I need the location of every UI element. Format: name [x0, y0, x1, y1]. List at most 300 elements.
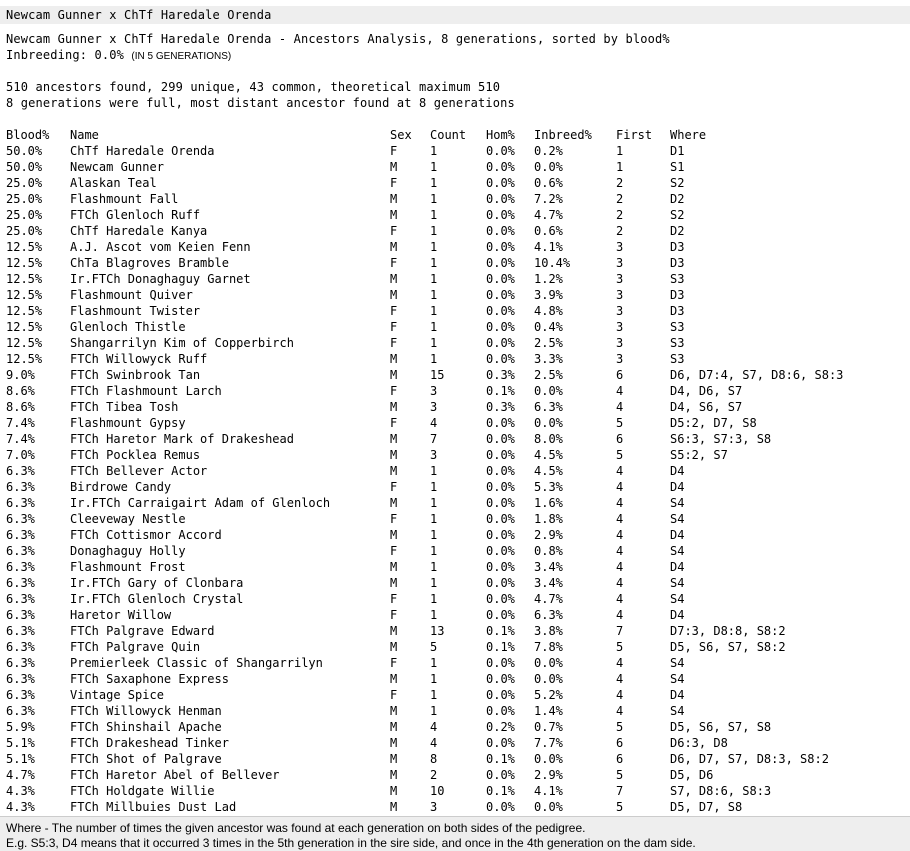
- blood-cell: 6.3%: [6, 528, 35, 542]
- table-row: [0, 783, 910, 799]
- blood-cell: 12.5%: [6, 352, 43, 366]
- blood-cell: 12.5%: [6, 304, 43, 318]
- sex-cell: F: [390, 336, 398, 350]
- table-row: [0, 335, 910, 351]
- name-cell: Flashmount Fall: [70, 192, 179, 206]
- first-cell: 3: [616, 304, 624, 318]
- count-cell: 1: [430, 576, 438, 590]
- inbreed-cell: 0.7%: [534, 720, 563, 734]
- name-cell: Alaskan Teal: [70, 176, 157, 190]
- where-cell: S3: [670, 336, 685, 350]
- count-cell: 4: [430, 720, 438, 734]
- inbreed-cell: 2.9%: [534, 528, 563, 542]
- table-header-row: [0, 127, 910, 143]
- count-cell: 1: [430, 336, 438, 350]
- where-cell: D5, D6: [670, 768, 714, 782]
- where-cell: D4: [670, 464, 685, 478]
- where-cell: S3: [670, 320, 685, 334]
- name-cell: FTCh Willowyck Henman: [70, 704, 222, 718]
- sex-cell: F: [390, 320, 398, 334]
- first-cell: 4: [616, 592, 624, 606]
- blood-cell: 6.3%: [6, 608, 35, 622]
- count-cell: 10: [430, 784, 445, 798]
- footer-note: [0, 816, 910, 851]
- hom-cell: 0.0%: [486, 592, 515, 606]
- sex-cell: M: [390, 448, 398, 462]
- table-row: [0, 319, 910, 335]
- first-cell: 3: [616, 240, 624, 254]
- col-header-sex: Sex: [390, 128, 412, 142]
- inbreed-cell: 1.8%: [534, 512, 563, 526]
- inbreed-cell: 0.0%: [534, 384, 563, 398]
- first-cell: 3: [616, 352, 624, 366]
- window-title: Newcam Gunner x ChTf Haredale Orenda: [6, 8, 272, 22]
- count-cell: 1: [430, 480, 438, 494]
- hom-cell: 0.0%: [486, 768, 515, 782]
- where-cell: D7:3, D8:8, S8:2: [670, 624, 786, 638]
- first-cell: 4: [616, 544, 624, 558]
- where-cell: D1: [670, 144, 685, 158]
- inbreed-cell: 0.2%: [534, 144, 563, 158]
- table-row: [0, 687, 910, 703]
- inbreed-cell: 0.0%: [534, 416, 563, 430]
- inbreed-cell: 3.9%: [534, 288, 563, 302]
- count-cell: 1: [430, 560, 438, 574]
- hom-cell: 0.0%: [486, 688, 515, 702]
- count-cell: 15: [430, 368, 445, 382]
- sex-cell: M: [390, 752, 398, 766]
- where-cell: S4: [670, 592, 685, 606]
- table-row: [0, 559, 910, 575]
- inbreed-cell: 5.3%: [534, 480, 563, 494]
- where-cell: D2: [670, 192, 685, 206]
- table-row: [0, 287, 910, 303]
- sex-cell: F: [390, 592, 398, 606]
- hom-cell: 0.0%: [486, 144, 515, 158]
- footer-line-example: E.g. S5:3, D4 means that it occurred 3 times in the 5th generation in the sire side, and once in the 4th generation on the dam side.: [6, 836, 696, 850]
- name-cell: Ir.FTCh Donaghaguy Garnet: [70, 272, 251, 286]
- name-cell: FTCh Palgrave Edward: [70, 624, 215, 638]
- sex-cell: M: [390, 640, 398, 654]
- table-row: [0, 239, 910, 255]
- name-cell: Shangarrilyn Kim of Copperbirch: [70, 336, 294, 350]
- inbreed-cell: 4.5%: [534, 464, 563, 478]
- name-cell: Ir.FTCh Carraigairt Adam of Glenloch: [70, 496, 331, 510]
- blood-cell: 6.3%: [6, 544, 35, 558]
- hom-cell: 0.1%: [486, 752, 515, 766]
- where-cell: D3: [670, 304, 685, 318]
- count-cell: 3: [430, 448, 438, 462]
- table-row: [0, 143, 910, 159]
- first-cell: 5: [616, 416, 624, 430]
- blood-cell: 7.0%: [6, 448, 35, 462]
- hom-cell: 0.0%: [486, 704, 515, 718]
- table-row: [0, 527, 910, 543]
- table-row: [0, 207, 910, 223]
- first-cell: 4: [616, 560, 624, 574]
- hom-cell: 0.0%: [486, 464, 515, 478]
- count-cell: 1: [430, 704, 438, 718]
- count-cell: 1: [430, 224, 438, 238]
- blood-cell: 5.1%: [6, 752, 35, 766]
- count-cell: 1: [430, 176, 438, 190]
- where-cell: D5, S6, S7, S8:2: [670, 640, 786, 654]
- blood-cell: 6.3%: [6, 624, 35, 638]
- inbreed-cell: 4.5%: [534, 448, 563, 462]
- name-cell: Ir.FTCh Glenloch Crystal: [70, 592, 244, 606]
- sex-cell: M: [390, 432, 398, 446]
- count-cell: 4: [430, 736, 438, 750]
- name-cell: FTCh Millbuies Dust Lad: [70, 800, 237, 814]
- first-cell: 7: [616, 624, 624, 638]
- sex-cell: F: [390, 656, 398, 670]
- count-cell: 13: [430, 624, 445, 638]
- where-cell: D3: [670, 256, 685, 270]
- blood-cell: 12.5%: [6, 240, 43, 254]
- sex-cell: F: [390, 144, 398, 158]
- inbreed-cell: 1.2%: [534, 272, 563, 286]
- name-cell: FTCh Shot of Palgrave: [70, 752, 222, 766]
- first-cell: 7: [616, 784, 624, 798]
- hom-cell: 0.0%: [486, 304, 515, 318]
- inbreed-cell: 3.4%: [534, 576, 563, 590]
- first-cell: 3: [616, 288, 624, 302]
- blood-cell: 6.3%: [6, 688, 35, 702]
- where-cell: D4: [670, 480, 685, 494]
- name-cell: Vintage Spice: [70, 688, 164, 702]
- blood-cell: 6.3%: [6, 656, 35, 670]
- table-row: [0, 591, 910, 607]
- hom-cell: 0.0%: [486, 272, 515, 286]
- blood-cell: 9.0%: [6, 368, 35, 382]
- table-row: [0, 623, 910, 639]
- where-cell: D4, D6, S7: [670, 384, 743, 398]
- blood-cell: 25.0%: [6, 208, 43, 222]
- name-cell: ChTf Haredale Kanya: [70, 224, 208, 238]
- title-bar: [0, 6, 910, 24]
- count-cell: 1: [430, 272, 438, 286]
- table-row: [0, 351, 910, 367]
- sex-cell: F: [390, 480, 398, 494]
- sex-cell: M: [390, 400, 398, 414]
- where-cell: S4: [670, 672, 685, 686]
- count-cell: 1: [430, 256, 438, 270]
- where-cell: D4: [670, 560, 685, 574]
- where-cell: D5:2, D7, S8: [670, 416, 757, 430]
- sex-cell: M: [390, 704, 398, 718]
- inbreed-cell: 0.0%: [534, 656, 563, 670]
- count-cell: 1: [430, 528, 438, 542]
- hom-cell: 0.0%: [486, 224, 515, 238]
- name-cell: FTCh Palgrave Quin: [70, 640, 201, 654]
- inbreed-cell: 7.7%: [534, 736, 563, 750]
- where-cell: S4: [670, 512, 685, 526]
- inbreed-cell: 7.8%: [534, 640, 563, 654]
- table-row: [0, 575, 910, 591]
- table-row: [0, 223, 910, 239]
- sex-cell: M: [390, 720, 398, 734]
- inbreed-cell: 3.3%: [534, 352, 563, 366]
- sex-cell: M: [390, 624, 398, 638]
- blood-cell: 50.0%: [6, 144, 43, 158]
- name-cell: Donaghaguy Holly: [70, 544, 186, 558]
- first-cell: 4: [616, 480, 624, 494]
- table-row: [0, 255, 910, 271]
- inbreed-cell: 0.4%: [534, 320, 563, 334]
- hom-cell: 0.0%: [486, 352, 515, 366]
- sex-cell: F: [390, 544, 398, 558]
- name-cell: Haretor Willow: [70, 608, 172, 622]
- inbreed-cell: 8.0%: [534, 432, 563, 446]
- inbreed-cell: 3.8%: [534, 624, 563, 638]
- name-cell: Ir.FTCh Gary of Clonbara: [70, 576, 244, 590]
- first-cell: 3: [616, 272, 624, 286]
- where-cell: S3: [670, 272, 685, 286]
- table-row: [0, 431, 910, 447]
- count-cell: 1: [430, 512, 438, 526]
- table-row: [0, 463, 910, 479]
- sex-cell: M: [390, 768, 398, 782]
- name-cell: Cleeveway Nestle: [70, 512, 186, 526]
- blood-cell: 12.5%: [6, 256, 43, 270]
- inbreed-cell: 1.6%: [534, 496, 563, 510]
- blood-cell: 6.3%: [6, 704, 35, 718]
- first-cell: 4: [616, 496, 624, 510]
- count-cell: 1: [430, 496, 438, 510]
- sex-cell: M: [390, 288, 398, 302]
- where-cell: D6, D7:4, S7, D8:6, S8:3: [670, 368, 844, 382]
- first-cell: 3: [616, 336, 624, 350]
- analysis-heading: Newcam Gunner x ChTf Haredale Orenda - Ancestors Analysis, 8 generations, sorted by blood%: [6, 32, 670, 46]
- count-cell: 1: [430, 208, 438, 222]
- hom-cell: 0.0%: [486, 560, 515, 574]
- hom-cell: 0.0%: [486, 544, 515, 558]
- sex-cell: F: [390, 608, 398, 622]
- sex-cell: F: [390, 304, 398, 318]
- table-row: [0, 719, 910, 735]
- inbreeding-label: Inbreeding: 0.0%: [6, 48, 124, 62]
- blood-cell: 6.3%: [6, 592, 35, 606]
- table-row: [0, 191, 910, 207]
- blood-cell: 6.3%: [6, 640, 35, 654]
- hom-cell: 0.0%: [486, 288, 515, 302]
- name-cell: Flashmount Frost: [70, 560, 186, 574]
- count-cell: 4: [430, 416, 438, 430]
- count-cell: 1: [430, 544, 438, 558]
- where-cell: S6:3, S7:3, S8: [670, 432, 772, 446]
- where-cell: D5, S6, S7, S8: [670, 720, 772, 734]
- name-cell: Flashmount Quiver: [70, 288, 193, 302]
- sex-cell: M: [390, 672, 398, 686]
- where-cell: S4: [670, 496, 685, 510]
- first-cell: 6: [616, 368, 624, 382]
- sex-cell: F: [390, 416, 398, 430]
- table-row: [0, 495, 910, 511]
- sex-cell: M: [390, 368, 398, 382]
- first-cell: 5: [616, 800, 624, 814]
- sex-cell: M: [390, 464, 398, 478]
- blood-cell: 50.0%: [6, 160, 43, 174]
- first-cell: 4: [616, 400, 624, 414]
- col-header-inbreed: Inbreed%: [534, 128, 592, 142]
- blood-cell: 6.3%: [6, 496, 35, 510]
- sex-cell: M: [390, 576, 398, 590]
- count-cell: 1: [430, 320, 438, 334]
- first-cell: 2: [616, 208, 624, 222]
- count-cell: 1: [430, 672, 438, 686]
- sex-cell: M: [390, 192, 398, 206]
- first-cell: 4: [616, 384, 624, 398]
- ancestors-table: [0, 127, 910, 815]
- hom-cell: 0.0%: [486, 608, 515, 622]
- where-cell: D4: [670, 608, 685, 622]
- table-row: [0, 655, 910, 671]
- name-cell: ChTf Haredale Orenda: [70, 144, 215, 158]
- sex-cell: M: [390, 528, 398, 542]
- inbreed-cell: 6.3%: [534, 608, 563, 622]
- inbreed-cell: 4.1%: [534, 240, 563, 254]
- table-row: [0, 799, 910, 815]
- name-cell: FTCh Flashmount Larch: [70, 384, 222, 398]
- blood-cell: 5.9%: [6, 720, 35, 734]
- table-row: [0, 479, 910, 495]
- inbreed-cell: 6.3%: [534, 400, 563, 414]
- first-cell: 4: [616, 528, 624, 542]
- where-cell: S1: [670, 160, 685, 174]
- col-header-hom: Hom%: [486, 128, 515, 142]
- inbreed-cell: 4.1%: [534, 784, 563, 798]
- sex-cell: M: [390, 496, 398, 510]
- hom-cell: 0.0%: [486, 448, 515, 462]
- count-cell: 1: [430, 240, 438, 254]
- where-cell: S4: [670, 576, 685, 590]
- where-cell: D4: [670, 528, 685, 542]
- first-cell: 2: [616, 176, 624, 190]
- hom-cell: 0.0%: [486, 160, 515, 174]
- hom-cell: 0.0%: [486, 736, 515, 750]
- sex-cell: M: [390, 240, 398, 254]
- hom-cell: 0.0%: [486, 576, 515, 590]
- count-cell: 1: [430, 160, 438, 174]
- count-cell: 3: [430, 384, 438, 398]
- hom-cell: 0.0%: [486, 528, 515, 542]
- name-cell: FTCh Pocklea Remus: [70, 448, 201, 462]
- first-cell: 3: [616, 320, 624, 334]
- blood-cell: 8.6%: [6, 384, 35, 398]
- name-cell: FTCh Haretor Mark of Drakeshead: [70, 432, 294, 446]
- summary-line-ancestors: 510 ancestors found, 299 unique, 43 common, theoretical maximum 510: [6, 80, 501, 94]
- table-row: [0, 735, 910, 751]
- where-cell: D5, D7, S8: [670, 800, 743, 814]
- blood-cell: 6.3%: [6, 512, 35, 526]
- where-cell: D6, D7, S7, D8:3, S8:2: [670, 752, 829, 766]
- count-cell: 1: [430, 656, 438, 670]
- first-cell: 5: [616, 768, 624, 782]
- first-cell: 5: [616, 448, 624, 462]
- blood-cell: 6.3%: [6, 464, 35, 478]
- hom-cell: 0.2%: [486, 720, 515, 734]
- first-cell: 5: [616, 640, 624, 654]
- where-cell: D4, S6, S7: [670, 400, 743, 414]
- first-cell: 1: [616, 144, 624, 158]
- sex-cell: F: [390, 256, 398, 270]
- table-row: [0, 415, 910, 431]
- name-cell: FTCh Haretor Abel of Bellever: [70, 768, 280, 782]
- table-row: [0, 639, 910, 655]
- name-cell: Glenloch Thistle: [70, 320, 186, 334]
- count-cell: 3: [430, 800, 438, 814]
- hom-cell: 0.0%: [486, 416, 515, 430]
- name-cell: Premierleek Classic of Shangarrilyn: [70, 656, 323, 670]
- hom-cell: 0.0%: [486, 512, 515, 526]
- hom-cell: 0.1%: [486, 624, 515, 638]
- hom-cell: 0.1%: [486, 384, 515, 398]
- inbreed-cell: 10.4%: [534, 256, 571, 270]
- inbreed-cell: 1.4%: [534, 704, 563, 718]
- blood-cell: 6.3%: [6, 480, 35, 494]
- first-cell: 3: [616, 256, 624, 270]
- inbreed-cell: 0.0%: [534, 672, 563, 686]
- hom-cell: 0.0%: [486, 192, 515, 206]
- hom-cell: 0.0%: [486, 320, 515, 334]
- sex-cell: M: [390, 736, 398, 750]
- count-cell: 1: [430, 192, 438, 206]
- blood-cell: 7.4%: [6, 432, 35, 446]
- name-cell: Birdrowe Candy: [70, 480, 172, 494]
- hom-cell: 0.0%: [486, 496, 515, 510]
- hom-cell: 0.0%: [486, 208, 515, 222]
- table-row: [0, 767, 910, 783]
- hom-cell: 0.0%: [486, 800, 515, 814]
- first-cell: 1: [616, 160, 624, 174]
- where-cell: S4: [670, 656, 685, 670]
- sex-cell: F: [390, 384, 398, 398]
- inbreed-cell: 0.6%: [534, 176, 563, 190]
- hom-cell: 0.0%: [486, 656, 515, 670]
- name-cell: ChTa Blagroves Bramble: [70, 256, 229, 270]
- summary-line-generations: 8 generations were full, most distant ancestor found at 8 generations: [6, 96, 515, 110]
- table-row: [0, 303, 910, 319]
- hom-cell: 0.3%: [486, 400, 515, 414]
- inbreed-cell: 2.9%: [534, 768, 563, 782]
- col-header-count: Count: [430, 128, 467, 142]
- where-cell: D2: [670, 224, 685, 238]
- inbreeding-line: [6, 48, 231, 62]
- inbreed-cell: 0.8%: [534, 544, 563, 558]
- sex-cell: M: [390, 784, 398, 798]
- blood-cell: 5.1%: [6, 736, 35, 750]
- where-cell: D4: [670, 688, 685, 702]
- blood-cell: 6.3%: [6, 560, 35, 574]
- table-row: [0, 543, 910, 559]
- sex-cell: F: [390, 224, 398, 238]
- col-header-where: Where: [670, 128, 707, 142]
- hom-cell: 0.0%: [486, 256, 515, 270]
- hom-cell: 0.1%: [486, 640, 515, 654]
- hom-cell: 0.3%: [486, 368, 515, 382]
- hom-cell: 0.0%: [486, 432, 515, 446]
- hom-cell: 0.0%: [486, 672, 515, 686]
- blood-cell: 6.3%: [6, 672, 35, 686]
- first-cell: 2: [616, 224, 624, 238]
- name-cell: A.J. Ascot vom Keien Fenn: [70, 240, 251, 254]
- where-cell: S4: [670, 544, 685, 558]
- blood-cell: 4.3%: [6, 784, 35, 798]
- count-cell: 2: [430, 768, 438, 782]
- inbreed-cell: 0.6%: [534, 224, 563, 238]
- col-header-first: First: [616, 128, 653, 142]
- sex-cell: M: [390, 272, 398, 286]
